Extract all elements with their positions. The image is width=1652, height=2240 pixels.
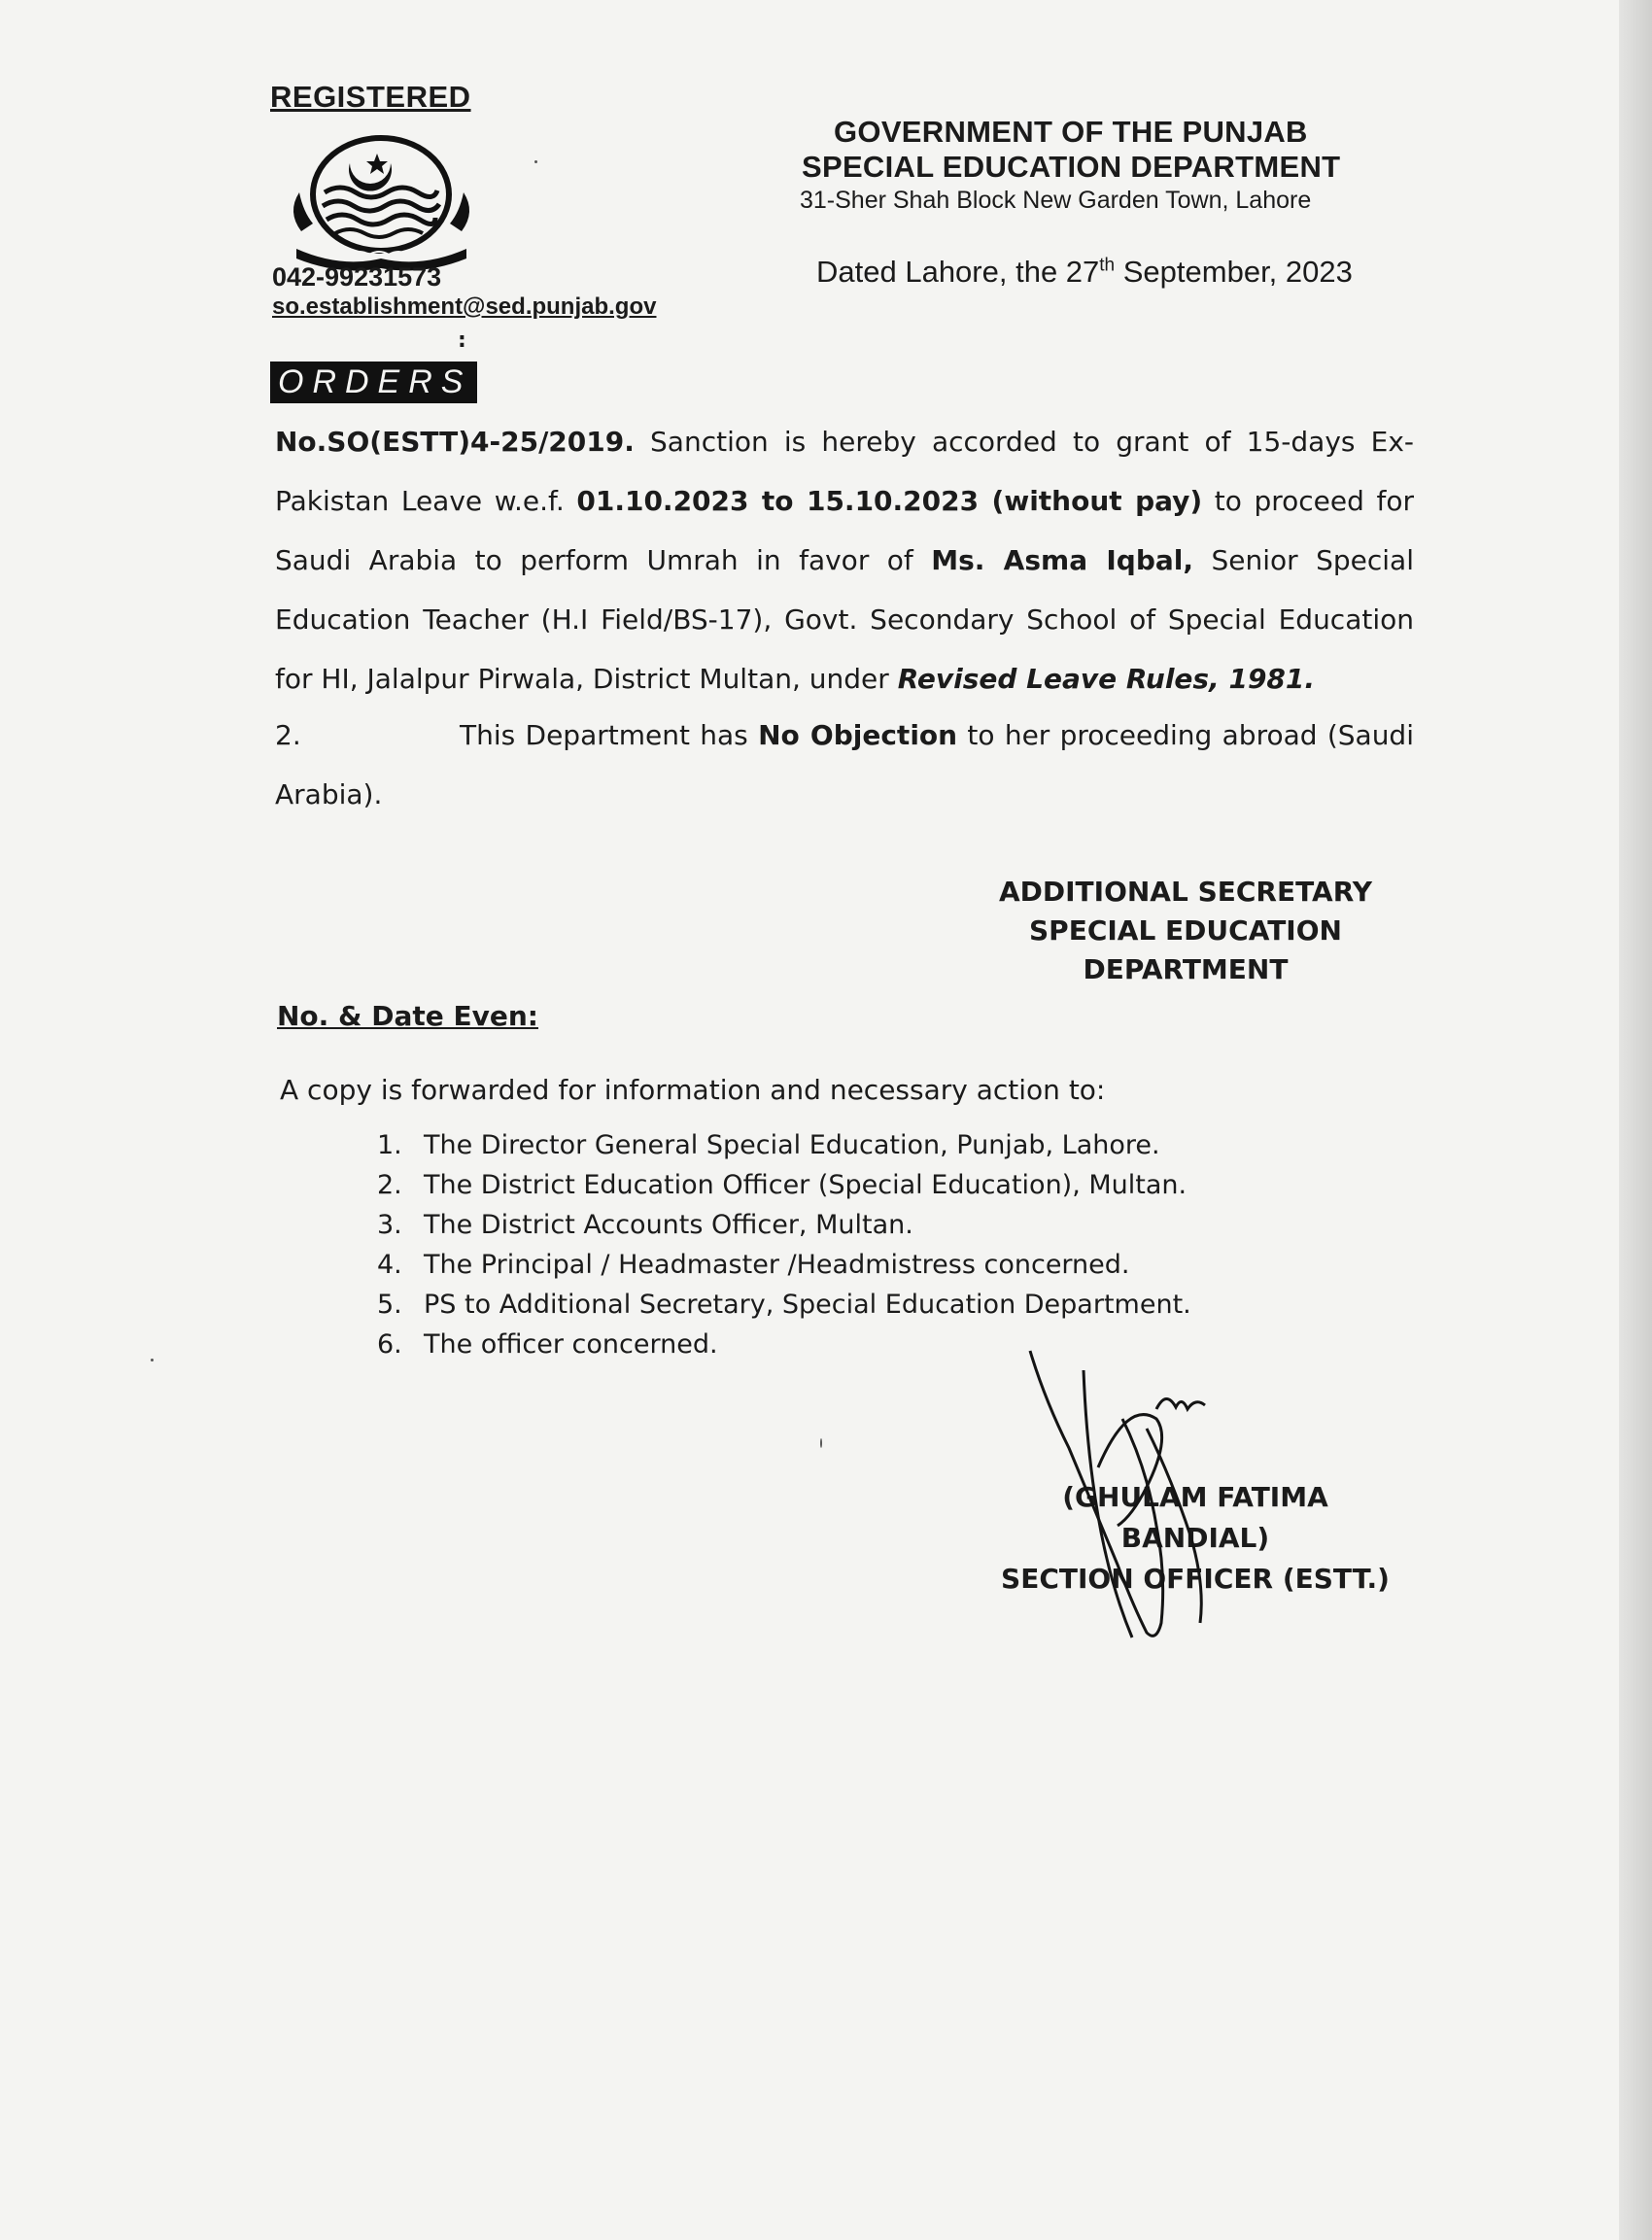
signatory-line-1: ADDITIONAL SECRETARY — [998, 876, 1372, 908]
scan-speck — [534, 160, 537, 163]
list-item: 4. The Principal / Headmaster /Headmistress concerned. — [377, 1250, 1130, 1280]
leave-dates: 01.10.2023 to 15.10.2023 (without pay) — [576, 485, 1203, 517]
list-item: 3. The District Accounts Officer, Multan. — [377, 1210, 913, 1240]
no-objection-text: No Objection — [758, 719, 958, 751]
order-paragraph-2: 2. This Department has No Objection to her proceeding abroad (Saudi Arabia). — [275, 719, 1414, 810]
department-title: SPECIAL EDUCATION DEPARTMENT — [802, 150, 1341, 184]
dated-line: Dated Lahore, the 27th September, 2023 — [816, 255, 1353, 289]
leave-rules: Revised Leave Rules, 1981. — [897, 663, 1316, 695]
copy-forward-intro: A copy is forwarded for information and necessary action to: — [280, 1074, 1106, 1106]
officer-title: SECTION OFFICER (ESTT.) — [1001, 1563, 1390, 1595]
no-date-even: No. & Date Even: — [277, 1000, 538, 1032]
scan-speck — [151, 1359, 154, 1361]
list-item: 5. PS to Additional Secretary, Special Education Department. — [377, 1290, 1191, 1320]
stray-colon: : — [458, 328, 466, 353]
punjab-emblem-logo — [282, 134, 481, 280]
order-paragraph-1: No.SO(ESTT)4-25/2019. Sanction is hereby accorded to grant of 15-days Ex-Pakistan Leave w.e.f. 01.10.2023 to 15.10.2023 (without pay) to proceed for Saudi Arabia to perform Umrah in favor of Ms. Asma Iqbal, Senior Special Education Teacher (H.I Field/BS-17), Govt. Secondary School of Special Education for HI, Jalalpur Pirwala, District Multan, under Revised Leave Rules, 1981. — [275, 426, 1414, 695]
list-item: 1. The Director General Special Education, Punjab, Lahore. — [377, 1130, 1160, 1160]
registered-label: REGISTERED — [270, 80, 471, 114]
list-item: 2. The District Education Officer (Special Education), Multan. — [377, 1170, 1187, 1200]
signatory-line-3: DEPARTMENT — [1083, 953, 1289, 985]
scan-edge — [1619, 0, 1652, 2240]
order-reference: No.SO(ESTT)4-25/2019. — [275, 426, 635, 458]
teacher-name: Ms. Asma Iqbal, — [931, 544, 1194, 576]
list-item: 6. The officer concerned. — [377, 1329, 718, 1360]
orders-label: ORDERS — [270, 362, 477, 403]
department-address: 31-Sher Shah Block New Garden Town, Lahore — [800, 187, 1312, 214]
email-address: so.establishment@sed.punjab.gov — [272, 293, 657, 320]
phone-number: 042-99231573 — [272, 262, 442, 292]
scan-speck — [820, 1438, 822, 1448]
officer-name: (GHULAM FATIMA BANDIAL) — [1062, 1481, 1328, 1554]
government-title: GOVERNMENT OF THE PUNJAB — [834, 115, 1308, 149]
handwritten-signature — [1001, 1341, 1292, 1652]
copy-recipients-list — [377, 1125, 1191, 1364]
signatory-line-2: SPECIAL EDUCATION — [1029, 914, 1342, 947]
signatory-block — [981, 873, 1390, 989]
